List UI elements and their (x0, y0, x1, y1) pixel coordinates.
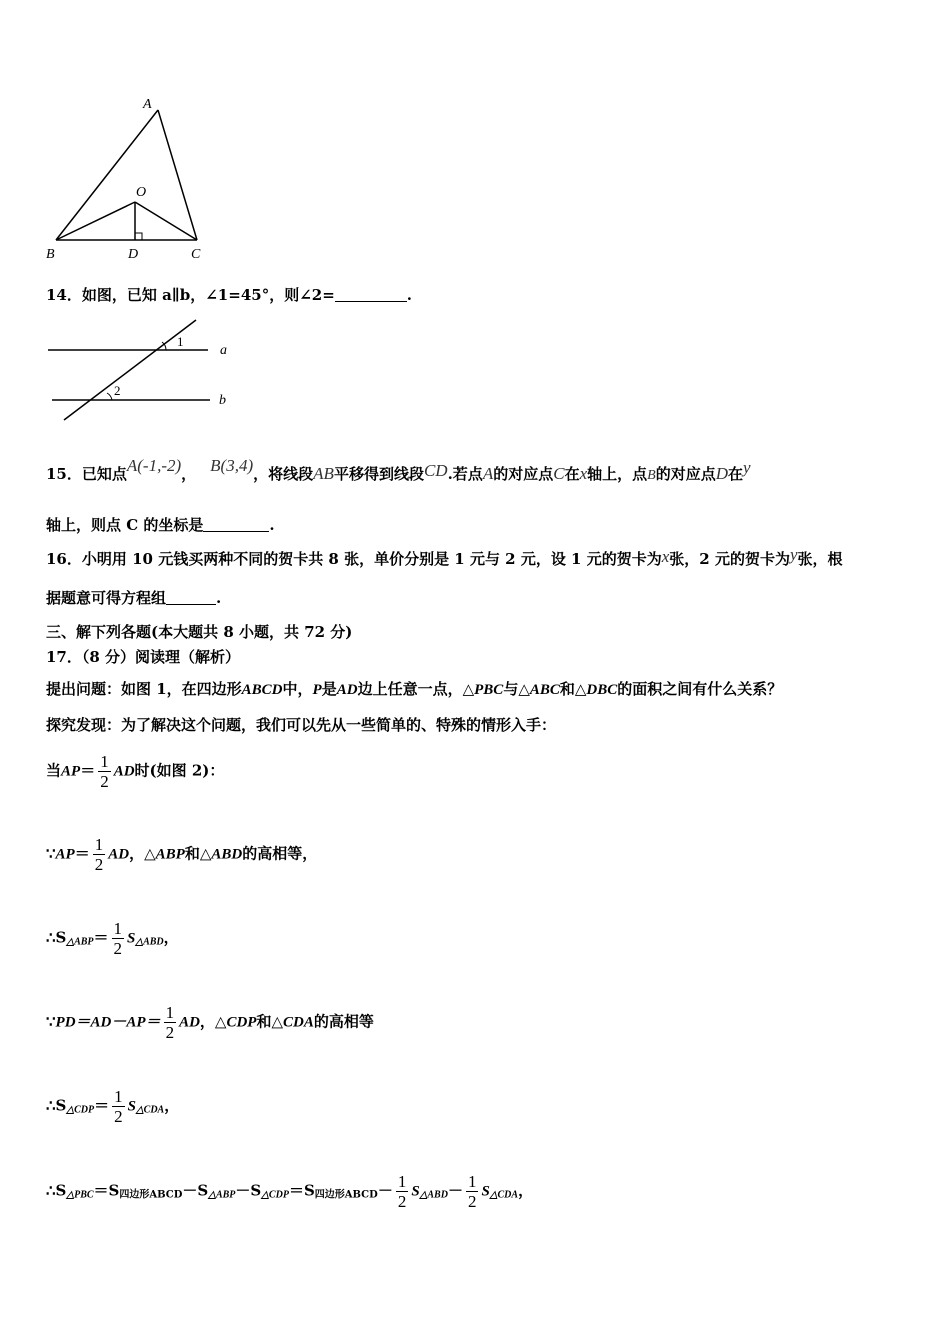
answer-blank (203, 517, 269, 532)
question-17-problem: 提出问题：如图 1，在四边形ABCD中，P是AD边上任意一点，△PBC与△ABC和△DBC的面积之间有什么关系？ (46, 680, 783, 698)
label-angle-1: 1 (177, 334, 184, 349)
label-o: O (136, 185, 147, 200)
fraction-half: $\frac{1}{2}$ (113, 919, 123, 958)
answer-blank (166, 590, 216, 605)
question-15-line2: 轴上，则点 C 的坐标是 . (46, 516, 275, 534)
step-when: 当AP＝ $\frac{1}{2}$ AD时(如图 2)： (46, 752, 225, 791)
answer-blank (335, 287, 407, 302)
label-angle-2: 2 (114, 383, 121, 398)
step-4: $\therefore S_{\triangle CDP}=$ $\frac{1}{2}$ $S_{\triangle CDA}$， (46, 1087, 180, 1126)
angle-2-arc (107, 393, 112, 400)
label-a: A (143, 97, 152, 112)
question-17-explore: 探究发现：为了解决这个问题，我们可以先从一些简单的、特殊的情形入手： (46, 716, 557, 734)
step-5: $\therefore S_{\triangle PBC}=S$四边形$ABCD-S_{\triangle ABP}-S_{\triangle CDP}=S$四边形ABCD－ $\frac{1}{2}$ $S_{\triangle ABD}-$ $\frac{1}{2}$ $S_{\triangle CDA}$， (46, 1172, 534, 1211)
edge-ob (56, 202, 135, 240)
triangle-figure (40, 92, 220, 267)
step-3: ∵PD＝AD－AP＝ $\frac{1}{2}$ AD，△CDP和△CDA的高相等 (46, 1003, 374, 1042)
label-line-b: b (219, 393, 226, 408)
question-15: 15．已知点A(-1,-2)， B(3,4)，将线段AB平移得到线段CD.若点A的对应点C在x轴上，点B的对应点D在y (46, 456, 751, 483)
label-d: D (128, 247, 139, 262)
step-2: $\therefore S_{\triangle ABP}=$ $\frac{1}{2}$ $S_{\triangle ABD}$， (46, 919, 179, 958)
question-16: 16．小明用 10 元钱买两种不同的贺卡共 8 张，单价分别是 1 元与 2 元，设 1 元的贺卡为x张，2 元的贺卡为y张，根 (46, 545, 843, 568)
edge-ab (56, 110, 158, 240)
parallel-lines-figure (44, 316, 244, 426)
fraction-half: $\frac{1}{2}$ (397, 1172, 407, 1211)
label-line-a: a (220, 343, 227, 358)
fraction-half: $\frac{1}{2}$ (165, 1003, 175, 1042)
label-c: C (191, 247, 201, 262)
question-14: 14．如图，已知 a∥b，∠1=45°，则∠2= . (46, 286, 412, 304)
fraction-half: $\frac{1}{2}$ (100, 752, 109, 791)
fraction-half: $\frac{1}{2}$ (114, 1087, 123, 1126)
question-17-title: 17．（8 分）阅读理（解析） (46, 648, 241, 666)
fraction-half: $\frac{1}{2}$ (467, 1172, 477, 1211)
section-heading: 三、解下列各题(本大题共 8 小题，共 72 分) (46, 623, 353, 641)
label-b: B (46, 247, 55, 262)
step-1: ∵AP＝ $\frac{1}{2}$ AD，△ABP和△ABD的高相等， (46, 835, 318, 874)
right-angle-mark (135, 233, 142, 240)
fraction-half: $\frac{1}{2}$ (94, 835, 104, 874)
question-16-line2: 据题意可得方程组 . (46, 589, 222, 607)
